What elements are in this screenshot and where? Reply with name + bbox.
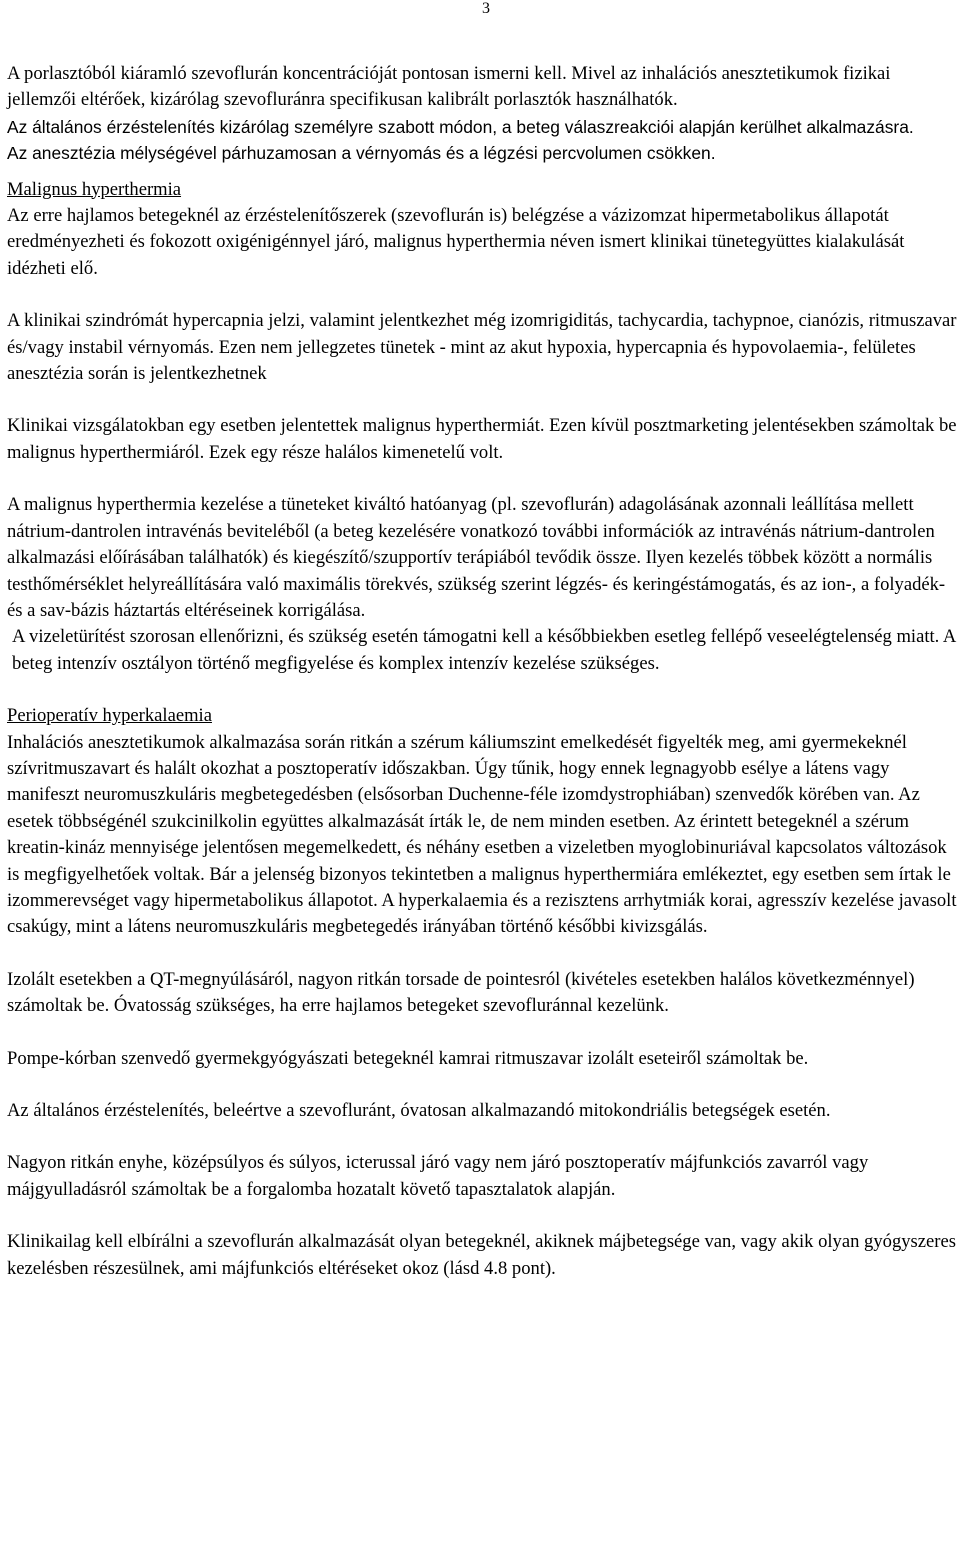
paragraph-hyperkalaemia: Inhalációs anesztetikumok alkalmazása során ritkán a szérum káliumszint emelkedését figyelték meg, ami gyermekeknél szívritmuszavart és halált okozhat a posztoperatív időszakban. Úgy tűnik, hogy ennek legnagyobb esélye a látens vagy manifeszt neuromuszkuláris megbetegedésben (elsősorban Duchenne-féle izomdystrophiában) szenvedők körében van. Az esetek többségénél szukcinilkolin együttes alkalmazását írták le, de nem minden esetben. Az érintett betegeknél a szérum kreatin-kináz mennyisége jelentősen megemelkedett, és néhány esetben a vizeletben myoglobinuriával kapcsolatos változások is megfigyelhetőek voltak. Bár a jelenség bizonyos tekintetben a malignus hyperthermiára emlékeztet, egy esetben sem írtak le izommerevséget vagy hipermetabolikus állapotot. A hyperkalaemia és a rezisztens arrhytmiák korai, agresszív kezelése javasolt csakúgy, mint a látens neuromuszkuláris megbetegedés irányában történő későbbi kivizsgálás. — [7, 731, 957, 938]
paragraph-mh-clinical-reports: Klinikai vizsgálatokban egy esetben jelentettek malignus hyperthermiát. Ezen kívül posztmarketing jelentésekben számoltak be malignus hyperthermiáról. Ezek egy része halálos kimenetelű volt. — [7, 415, 957, 463]
paragraph-anesthesia-depth: Az anesztézia mélységével párhuzamosan a vérnyomás és a légzési percvolumen csökken. — [7, 143, 716, 164]
paragraph-mh-treatment: A malignus hyperthermia kezelése a tüneteket kiváltó hatóanyag (pl. szevoflurán) adagolásának azonnali leállítása mellett nátrium-dantrolen intravénás beviteléből (a beteg kezelésére vonatkozó további információk az intravénás nátrium-dantrolen alkalmazási előírásában találhatók) és kiegészítő/szupportív terápiából tevődik össze. Ilyen kezelés többek között a normális testhőmérséklet helyreállítására való maximális törekvés, szükség szerint légzés- és keringéstámogatás, és az ion-, a folyadék- és a sav-bázis háztartás eltéréseinek korrigálása. — [7, 494, 946, 621]
page-number: 3 — [482, 0, 490, 17]
paragraph-mitochondrial-disease: Az általános érzéstelenítés, beleértve a szevofluránt, óvatosan alkalmazandó mitokondriális betegségek esetén. — [7, 1100, 831, 1121]
paragraph-hepatic-dysfunction: Nagyon ritkán enyhe, középsúlyos és súlyos, icterussal járó vagy nem járó posztoperatív májfunkciós zavarról vagy májgyulladásról számoltak be a forgalomba hozatalt követő tapasztalatok alapján. — [7, 1152, 869, 1200]
section-heading-malignant-hyperthermia: Malignus hyperthermia — [7, 178, 182, 200]
paragraph-vaporizer: A porlasztóból kiáramló szevoflurán koncentrációját pontosan ismerni kell. Mivel az inhalációs anesztetikumok fizikai jellemzői eltérőek, kizárólag szevofluránra specifikusan kalibrált porlasztók használhatók. — [7, 63, 891, 111]
paragraph-urine-monitoring: A vizeletürítést szorosan ellenőrizni, és szükség esetén támogatni kell a későbbiekben esetleg fellépő veseelégtelenség miatt. A beteg intenzív osztályon történő megfigyelése és komplex intenzív kezelése szükséges. — [12, 626, 956, 674]
section-heading-perioperative-hyperkalaemia: Perioperatív hyperkalaemia — [7, 705, 212, 727]
paragraph-pompe-disease: Pompe-kórban szenvedő gyermekgyógyászati betegeknél kamrai ritmuszavar izolált eseteiről számoltak be. — [7, 1047, 809, 1069]
paragraph-liver-disease-caution: Klinikailag kell elbírálni a szevoflurán alkalmazását olyan betegeknél, akiknek májbetegsége van, vagy akik olyan gyógyszeres kezelésben részesülnek, ami májfunkciós eltéréseket okoz (lásd 4.8 pont). — [7, 1231, 956, 1279]
paragraph-qt-prolongation: Izolált esetekben a QT-megnyúlásáról, nagyon ritkán torsade de pointesról (kivételes esetekben halálos következménnyel) számoltak be. Óvatosság szükséges, ha erre hajlamos betegeket szevofluránnal kezelünk. — [7, 968, 915, 1017]
paragraph-mh-symptoms: A klinikai szindrómát hypercapnia jelzi, valamint jelentkezhet még izomrigiditás, tachycardia, tachypnoe, cianózis, ritmuszavar és/vagy instabil vérnyomás. Ezen nem jellegzetes tünetek - mint az akut hypoxia, hypercapnia és hypovolaemia-, felületes anesztézia során is jelentkezhetnek — [7, 310, 957, 385]
document-body — [7, 61, 957, 1282]
paragraph-mh-susceptible: Az erre hajlamos betegeknél az érzéstelenítőszerek (szevoflurán is) belégzése a vázizomzat hipermetabolikus állapotát eredményezheti és fokozott oxigénigénnyel járó, malignus hyperthermia néven ismert klinikai tünetegyüttes kialakulását idézheti elő. — [7, 205, 905, 279]
paragraph-individualized-anesthesia: Az általános érzéstelenítés kizárólag személyre szabott módon, a beteg válaszreakciói alapján kerülhet alkalmazásra. — [7, 116, 914, 137]
